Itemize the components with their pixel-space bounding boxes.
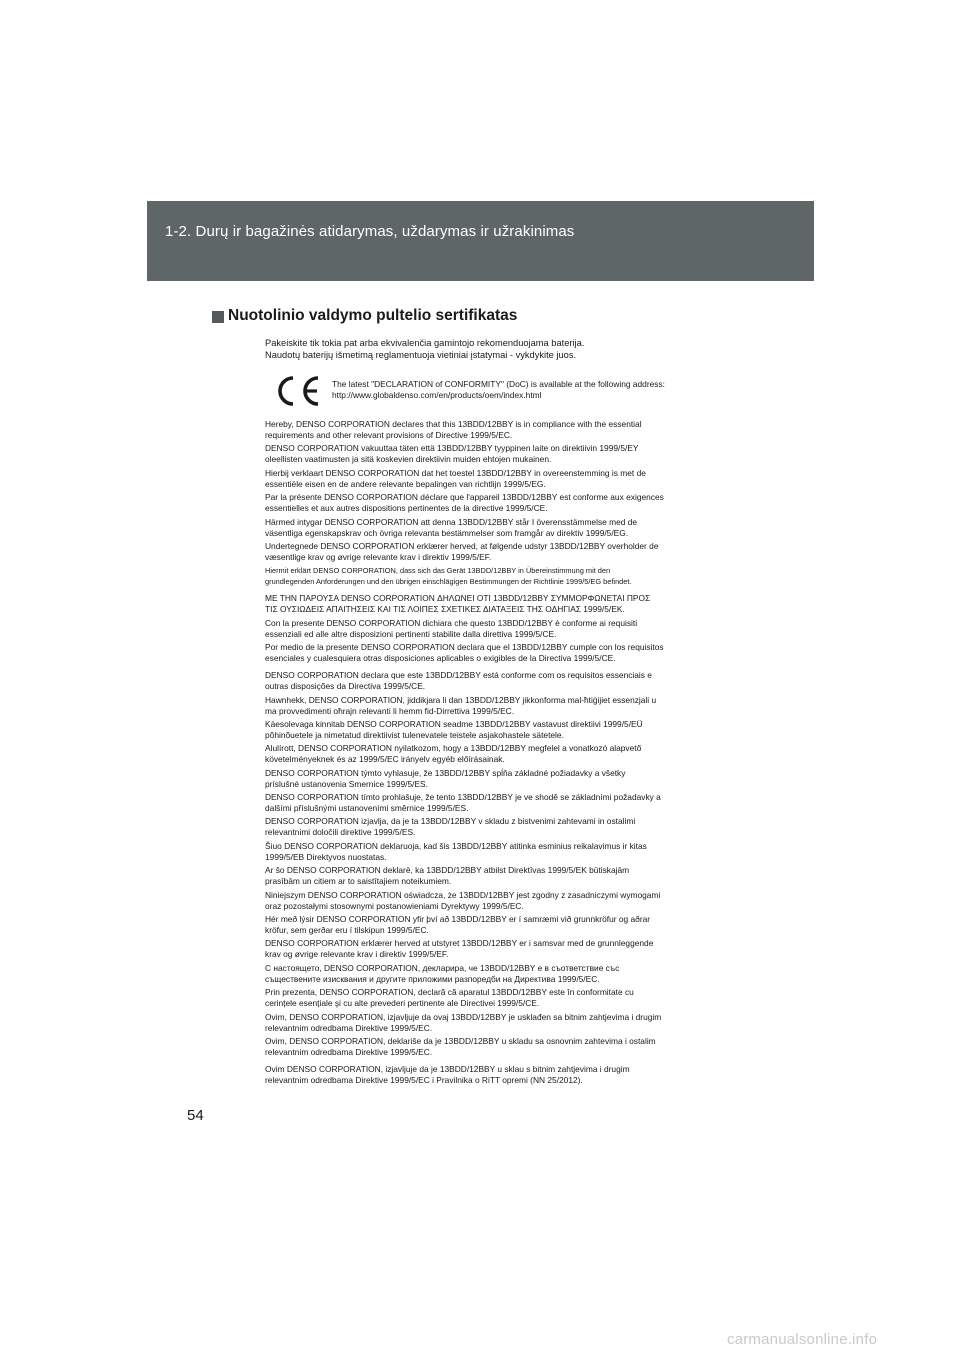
battery-notice [265, 337, 584, 362]
page-number: 54 [187, 1107, 204, 1124]
declaration-lt: Šiuo DENSO CORPORATION deklaruoja, kad šis 13BDD/12BBY atitinka esminius reikalavimus ir kitas 1999/5/EB Direktyvos nuostatas. [265, 840, 647, 862]
declaration-sk: DENSO CORPORATION týmto vyhlasuje, že 13BDD/12BBY spĺňa základné požiadavky a všetky príslušné ustanovenia Smernice 1999/5/ES. [265, 767, 626, 789]
declaration-no: DENSO CORPORATION erklærer herved at utstyret 13BDD/12BBY er i samsvar med de grunnleggende krav og øvrige relevante krav i direktiv 1999/5/EF. [265, 938, 654, 960]
declaration-nl: Hierbij verklaart DENSO CORPORATION dat het toestel 13BDD/12BBY in overeenstemming is met de essentiële eisen en de andere relevante bepalingen van richtlijn 1999/5/EG. [265, 467, 646, 489]
declaration-sl: DENSO CORPORATION izjavlja, da je ta 13BDD/12BBY v skladu z bistvenimi zahtevami in ostalimi relevantnimi določili direktive 1999/5/ES. [265, 816, 636, 838]
declaration-it: Con la presente DENSO CORPORATION dichiara che questo 13BDD/12BBY è conforme ai requisiti essenziali ed alle altre disposizioni pertinenti stabilite dalla direttiva 1999/5/CE. [265, 617, 638, 639]
declaration-de: Hiermit erklärt DENSO CORPORATION, dass sich das Gerät 13BDD/12BBY in Übereinstimmung mit den grundlegenden Anforderungen und den übrigen einschlägigen Bestimmungen der Richtlinie 1999/5/EG befindet. [265, 566, 632, 587]
declaration-bs: Ovim, DENSO CORPORATION, izjavljuje da ovaj 13BDD/12BBY je usklađen sa bitnim zahtjevima i drugim relevantnim odredbama Direktive 1999/5/EC. [265, 1011, 662, 1033]
doc-availability-note [332, 379, 665, 401]
doc-url: http://www.globaldenso.com/en/products/oem/index.html [332, 390, 542, 400]
declaration-en: Hereby, DENSO CORPORATION declares that this 13BDD/12BBY is in compliance with the essential requirements and other relevant provisions of Directive 1999/5/EC. [265, 419, 642, 440]
declaration-et: Käesolevaga kinnitab DENSO CORPORATION seadme 13BDD/12BBY vastavust direktiivi 1999/5/EÜ põhinõuetele ja nimetatud direktiivist tulenevatele teistele asjakohastele sätetele. [265, 718, 643, 740]
header-band [147, 201, 814, 281]
watermark: carmanualsonline.info [727, 1331, 878, 1348]
declaration-el: ΜΕ ΤΗΝ ΠΑΡΟΥΣΑ DENSO CORPORATION ΔΗΛΩΝΕΙ ΟΤΙ 13BDD/12BBY ΣΥΜΜΟΡΦΩΝΕΤΑΙ ΠΡΟΣ ΤΙΣ ΟΥΣΙΩΔΕΙΣ ΑΠΑΙΤΗΣΕΙΣ ΚΑΙ ΤΙΣ ΛΟΙΠΕΣ ΣΧΕΤΙΚΕΣ ΔΙΑΤΑΞΕΙΣ ΤΗΣ ΟΔΗΓΙΑΣ 1999/5/ΕΚ. [265, 593, 651, 615]
declaration-is: Hér með lýsir DENSO CORPORATION yfir því að 13BDD/12BBY er í samræmi við grunnkröfur og aðrar kröfur, sem gerðar eru í tilskipun 1999/5/EC. [265, 914, 651, 936]
declaration-mt: Hawnhekk, DENSO CORPORATION, jiddikjara li dan 13BDD/12BBY jikkonforma mal-ħtiġijiet essenzjali u ma provvedimenti oħrajn relevanti li hemm fid-Dirrettiva 1999/5/EC. [265, 694, 657, 716]
section-heading-text: Nuotolinio valdymo pultelio sertifikatas [228, 307, 518, 324]
declaration-ro: Prin prezenta, DENSO CORPORATION, declară că aparatul 13BDD/12BBY este în conformitate cu cerințele esențiale şi cu alte prevederi pertinente ale Directivei 1999/5/CE. [265, 987, 634, 1009]
declaration-pl: Niniejszym DENSO CORPORATION oświadcza, że 13BDD/12BBY jest zgodny z zasadniczymi wymogami oraz pozostałymi stosownymi postanowieniami Dyrektywy 1999/5/EC. [265, 889, 661, 911]
black-square-icon [212, 311, 224, 323]
declaration-da: Undertegnede DENSO CORPORATION erklærer herved, at følgende udstyr 13BDD/12BBY overholder de væsentlige krav og øvrige relevante krav i direktiv 1999/5/EF. [265, 540, 659, 562]
declaration-pt: DENSO CORPORATION declara que este 13BDD/12BBY está conforme com os requisitos essenciais e outras disposições da Directiva 1999/5/CE. [265, 670, 652, 692]
declaration-fr: Par la présente DENSO CORPORATION déclare que l'appareil 13BDD/12BBY est conforme aux exigences essentielles et aux autres dispositions pertinentes de la directive 1999/5/CE. [265, 492, 664, 514]
ce-mark-icon [276, 375, 321, 407]
notice-line: Pakeiskite tik tokia pat arba ekvivalenčia gamintojo rekomenduojama baterija. [265, 338, 585, 348]
declaration-hr: Ovim DENSO CORPORATION, izjavljuje da je 13BDD/12BBY u sklau s bitnim zahtjevima i drugim relevantnim odredbama Direktive 1999/5/EC i Pravilnika o RiTT opremi (NN 25/2012). [265, 1063, 630, 1085]
declaration-hu: Alulírott, DENSO CORPORATION nyilatkozom, hogy a 13BDD/12BBY megfelel a vonatkozó alapvető követelményeknek és az 1999/5/EC irányelv egyéb előírásainak. [265, 743, 642, 765]
declaration-es: Por medio de la presente DENSO CORPORATION declara que el 13BDD/12BBY cumple con los requisitos esenciales y cualesquiera otras disposiciones aplicables o exigibles de la Directiva 1999/5/CE. [265, 642, 664, 664]
notice-line: Naudotų baterijų išmetimą reglamentuoja vietiniai įstatymai - vykdykite juos. [265, 350, 577, 361]
declaration-cs: DENSO CORPORATION tímto prohlašuje, že tento 13BDD/12BBY je ve shodě se základními požadavky a dalšími příslušnými ustanoveními směrnice 1999/5/ES. [265, 792, 661, 814]
section-path-title: 1-2. Durų ir bagažinės atidarymas, uždarymas ir užrakinimas [165, 223, 575, 240]
doc-note-line: The latest "DECLARATION of CONFORMITY" (DoC) is available at the following address: [332, 379, 665, 389]
declarations-list [265, 419, 715, 1088]
declaration-sv: Härmed intygar DENSO CORPORATION att denna 13BDD/12BBY står I överensstämmelse med de väsentliga egenskapskrav och övriga relevanta bestämmelser som framgår av direktiv 1999/5/EG. [265, 516, 638, 538]
declaration-lv: Ar šo DENSO CORPORATION deklarē, ka 13BDD/12BBY atbilst Direktīvas 1999/5/EK būtiskajām prasībām un citiem ar to saistītajiem noteikumiem. [265, 865, 630, 887]
declaration-sr: Ovim, DENSO CORPORATION, deklariše da je 13BDD/12BBY u skladu sa osnovnim zahtevima i ostalim relevantnim odredbama Direktive 1999/5/EC. [265, 1035, 656, 1057]
declaration-fi: DENSO CORPORATION vakuuttaa täten että 13BDD/12BBY tyyppinen laite on direktiivin 1999/5/EY oleellisten vaatimusten ja sitä koskevien direktiivin muiden ehtojen mukainen. [265, 443, 639, 465]
section-heading [212, 307, 517, 325]
declaration-bg: С настоящето, DENSO CORPORATION, декларира, че 13BDD/12BBY е в съответствие със съществените изисквания и другите приложими разпоредби на Директива 1999/5/ЕС. [265, 962, 620, 984]
